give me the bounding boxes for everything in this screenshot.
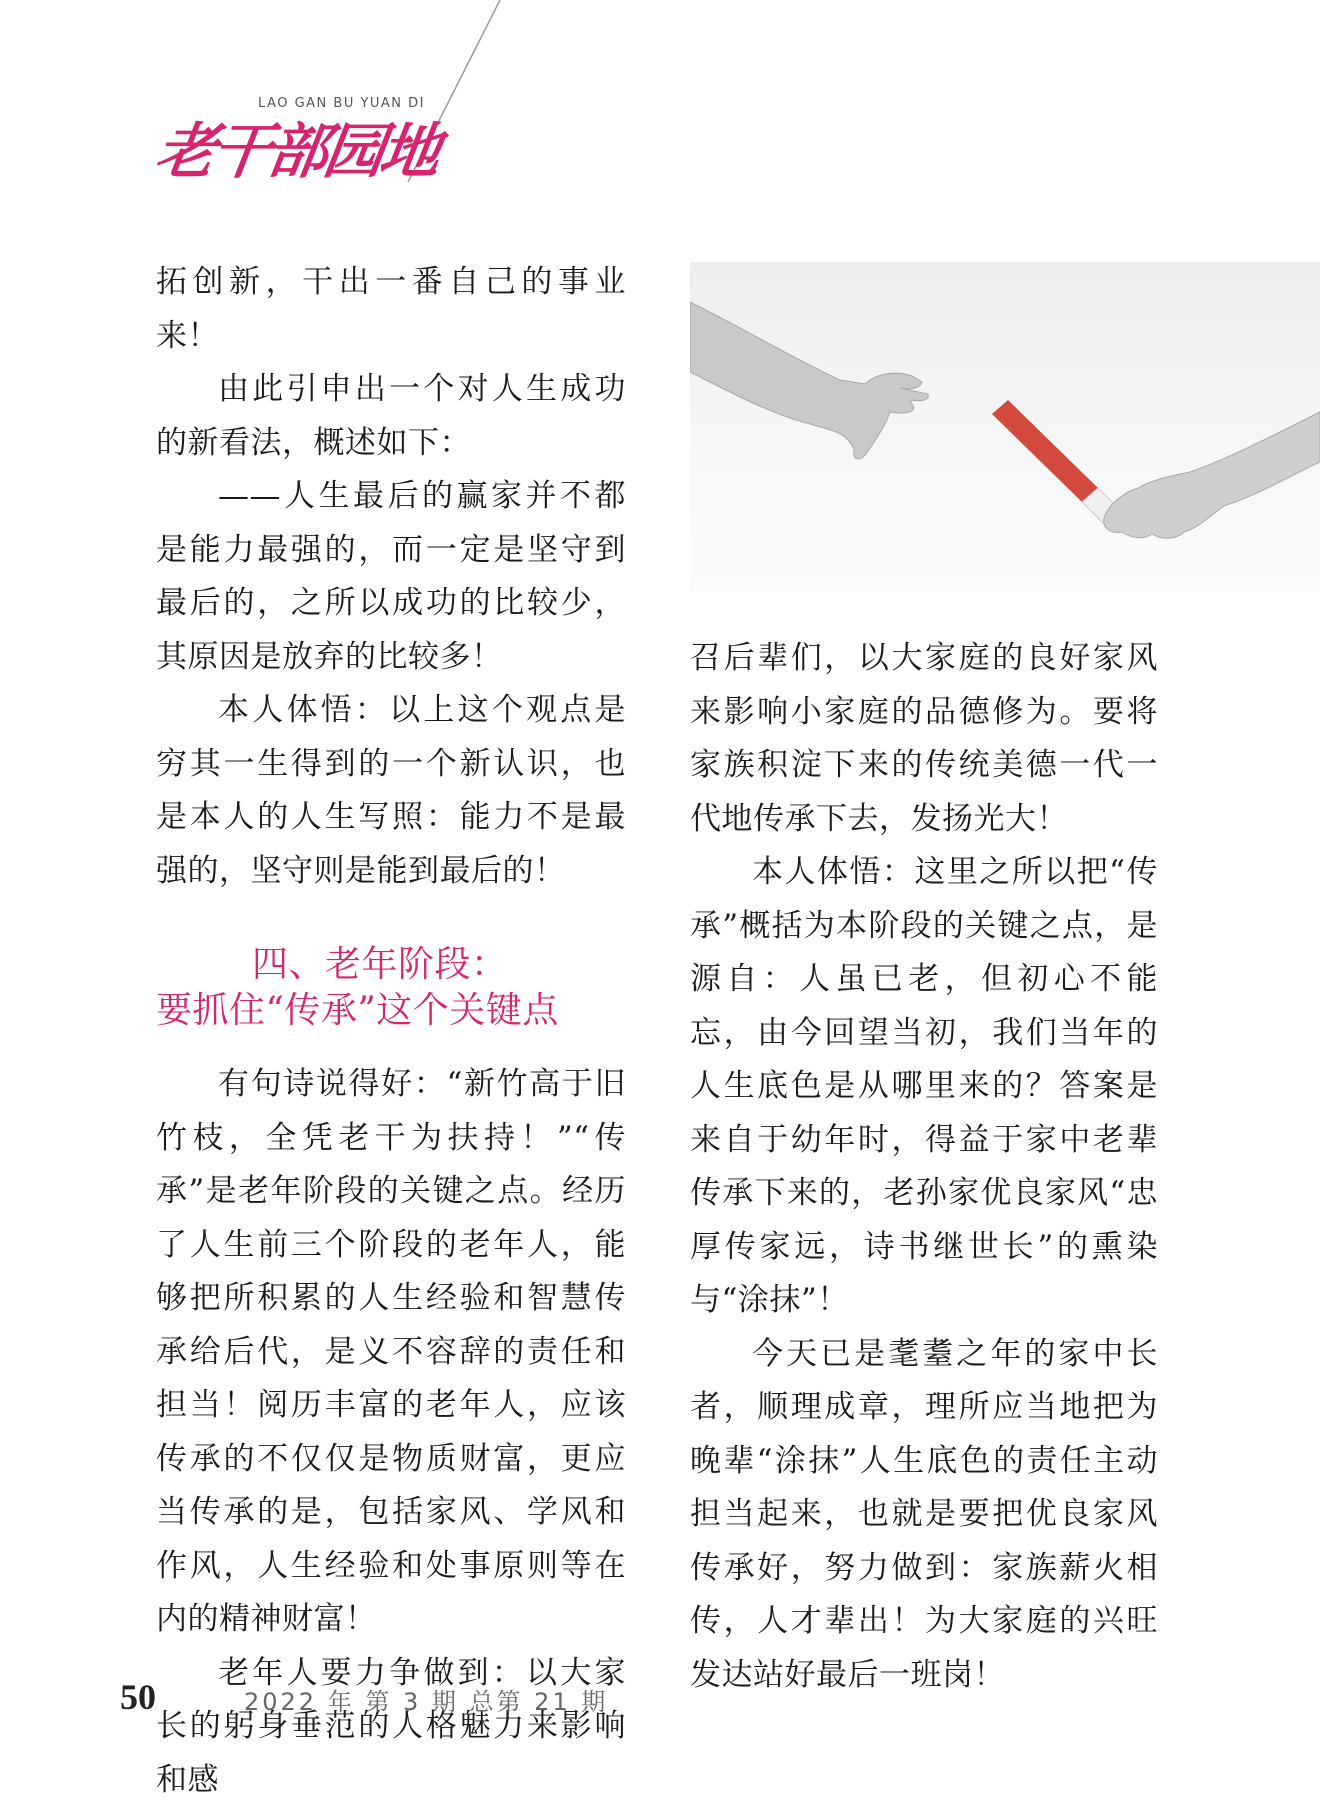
paragraph: 老年人要力争做到：以大家长的躬身垂范的人格魅力来影响和感	[156, 1647, 626, 1807]
relay-baton-photo	[690, 262, 1320, 592]
section-heading	[156, 942, 626, 1034]
left-arm	[690, 302, 928, 459]
masthead-pinyin: LAO GAN BU YUAN DI	[258, 96, 425, 111]
paragraph: 由此引申出一个对人生成功的新看法，概述如下：	[156, 363, 626, 470]
issue-info: 2022 年 第 3 期 总第 21 期	[244, 1682, 608, 1717]
right-arm	[1104, 412, 1320, 538]
paragraph: 召后辈们，以大家庭的良好家风来影响小家庭的品德修为。要将家族积淀下来的传统美德一代一代地传承下去，发扬光大！	[690, 632, 1158, 846]
paragraph: 本人体悟：这里之所以把“传承”概括为本阶段的关键之点，是源自：人虽已老，但初心不能忘，由今回望当初，我们当年的人生底色是从哪里来的？答案是来自于幼年时，得益于家中老辈传承下来的，老孙家优良家风“忠厚传家远，诗书继世长”的熏染与“涂抹”！	[690, 846, 1158, 1328]
page-number: 50	[120, 1676, 156, 1718]
baton	[992, 400, 1126, 530]
right-text-column	[690, 632, 1158, 1702]
relay-hands-illustration	[690, 262, 1320, 592]
paragraph: 本人体悟：以上这个观点是穷其一生得到的一个新认识，也是本人的人生写照：能力不是最强的，坚守则是能到最后的！	[156, 684, 626, 898]
section-heading-line2: 要抓住“传承”这个关键点	[156, 988, 626, 1034]
left-text-column	[156, 256, 626, 1807]
section-heading-line1: 四、老年阶段：	[156, 942, 626, 988]
paragraph: 有句诗说得好：“新竹高于旧竹枝，全凭老干为扶持！”“传承”是老年阶段的关键之点。经历了人生前三个阶段的老年人，能够把所积累的人生经验和智慧传承给后代，是义不容辞的责任和担当！阅历丰富的老年人，应该传承的不仅仅是物质财富，更应当传承的是，包括家风、学风和作风，人生经验和处事原则等在内的精神财富！	[156, 1058, 626, 1647]
paragraph: ——人生最后的赢家并不都是能力最强的，而一定是坚守到最后的，之所以成功的比较少，其原因是放弃的比较多！	[156, 470, 626, 684]
masthead-logo-title: 老干部园地	[152, 122, 440, 182]
paragraph: 拓创新，干出一番自己的事业来！	[156, 256, 626, 363]
paragraph: 今天已是耄耋之年的家中长者，顺理成章，理所应当地把为晚辈“涂抹”人生底色的责任主动担当起来，也就是要把优良家风传承好，努力做到：家族薪火相传，人才辈出！为大家庭的兴旺发达站好最后一班岗！	[690, 1328, 1158, 1703]
